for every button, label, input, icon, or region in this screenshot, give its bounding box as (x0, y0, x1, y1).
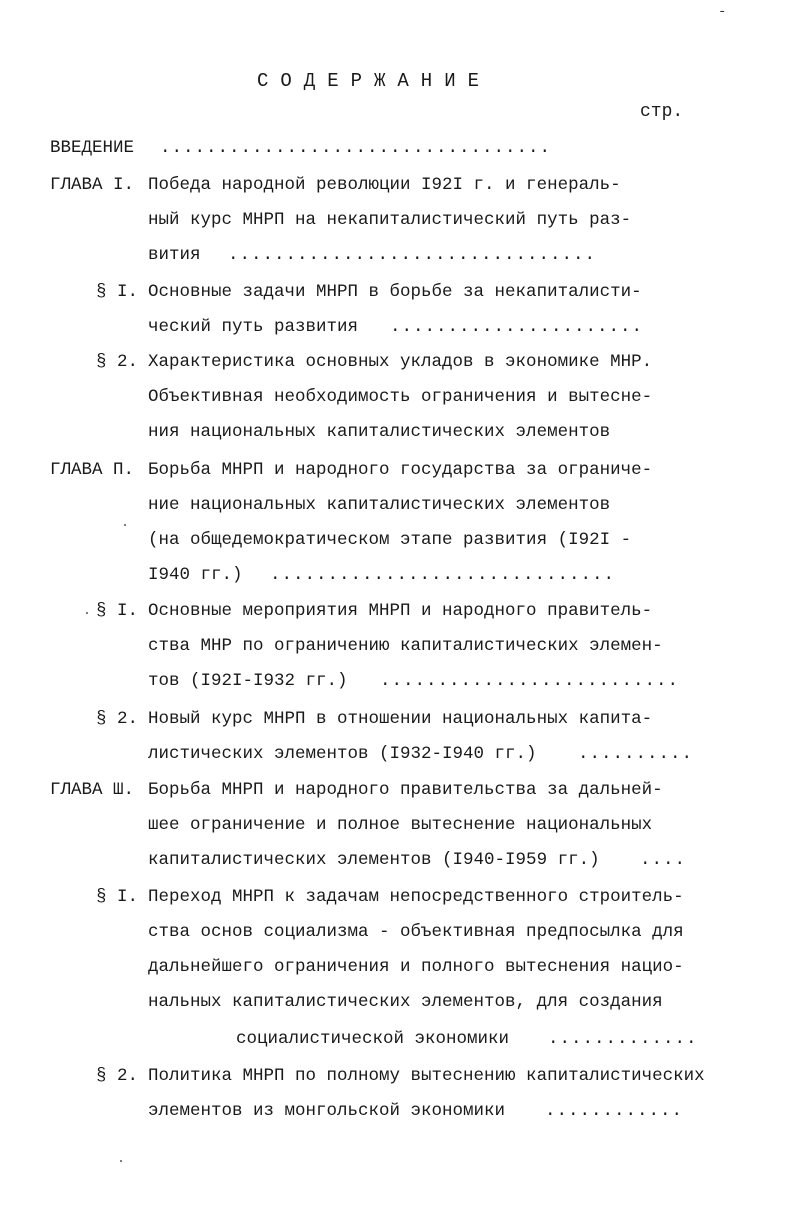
chapter-3-section-2-line: элементов из монгольской экономики (148, 1101, 506, 1121)
scan-speck (124, 524, 126, 526)
chapter-2-section-1-leader-dots: .......................... (380, 671, 680, 691)
chapter-2-line: I940 гг.) (148, 565, 243, 585)
chapter-2-line: Борьба МНРП и народного государства за ограниче- (148, 460, 653, 480)
chapter-2-label: ГЛАВА П. (50, 460, 135, 480)
chapter-2-section-2-label: § 2. (96, 709, 139, 729)
intro-label: ВВЕДЕНИЕ (50, 138, 135, 158)
chapter-1-section-2-line: Характеристика основных укладов в экономике МНР. (148, 352, 653, 372)
chapter-1-section-1-label: § I. (96, 282, 139, 302)
chapter-2-line: ние национальных капиталистических элементов (148, 495, 611, 515)
chapter-1-line: Победа народной революции I92I г. и генераль- (148, 175, 621, 195)
chapter-3-line: Борьба МНРП и народного правительства за дальней- (148, 780, 663, 800)
scan-speck (86, 612, 88, 614)
chapter-1-label: ГЛАВА I. (50, 175, 135, 195)
chapter-3-section-1-label: § I. (96, 887, 139, 907)
chapter-2-section-2-line: листических элементов (I932-I940 гг.) (148, 744, 537, 764)
chapter-2-leader-dots: .............................. (270, 565, 616, 585)
chapter-2-section-1-line: ства МНР по ограничению капиталистических элемен- (148, 636, 663, 656)
chapter-3-leader-dots: .... (640, 850, 687, 870)
chapter-1-section-2-line: Объективная необходимость ограничения и вытесне- (148, 387, 653, 407)
chapter-3-section-1-line: социалистической экономики (236, 1029, 510, 1049)
corner-mark: - (718, 4, 727, 20)
chapter-3-line: капиталистических элементов (I940-I959 гг.) (148, 850, 600, 870)
chapter-1-line: ный курс МНРП на некапиталистический путь раз- (148, 210, 632, 230)
page-column-label: стр. (640, 102, 684, 122)
chapter-3-section-1-line: ства основ социализма - объективная предпосылка для (148, 922, 684, 942)
chapter-3-section-1-line: Переход МНРП к задачам непосредственного строитель- (148, 887, 684, 907)
chapter-3-line: шее ограничение и полное вытеснение национальных (148, 815, 653, 835)
chapter-2-section-1-line: Основные мероприятия МНРП и народного правитель- (148, 601, 653, 621)
page-title: СОДЕРЖАНИЕ (256, 70, 492, 92)
chapter-2-section-2-leader-dots: .......... (578, 744, 694, 764)
chapter-2-section-1-label: § I. (96, 601, 139, 621)
chapter-1-section-2-line: ния национальных капиталистических элементов (148, 422, 611, 442)
chapter-3-section-2-label: § 2. (96, 1066, 139, 1086)
chapter-2-section-2-line: Новый курс МНРП в отношении национальных капита- (148, 709, 653, 729)
scan-speck (120, 1160, 122, 1162)
intro-leader-dots: .................................. (160, 138, 552, 158)
chapter-3-label: ГЛАВА Ш. (50, 780, 135, 800)
chapter-1-section-2-label: § 2. (96, 352, 139, 372)
chapter-3-section-1-leader-dots: ............. (548, 1029, 698, 1049)
chapter-1-section-1-leader-dots: ...................... (390, 317, 644, 337)
chapter-2-line: (на общедемократическом этапе развития (I92I - (148, 530, 632, 550)
chapter-1-section-1-line: Основные задачи МНРП в борьбе за некапиталисти- (148, 282, 642, 302)
chapter-3-section-2-leader-dots: ............ (545, 1101, 684, 1121)
chapter-1-line: вития (148, 245, 201, 265)
chapter-2-section-1-line: тов (I92I-I932 гг.) (148, 671, 348, 691)
chapter-3-section-1-line: нальных капиталистических элементов, для создания (148, 992, 663, 1012)
chapter-1-section-1-line: ческий путь развития (148, 317, 359, 337)
chapter-1-leader-dots: ................................ (228, 245, 597, 265)
chapter-3-section-1-line: дальнейшего ограничения и полного вытеснения нацио- (148, 957, 684, 977)
chapter-3-section-2-line: Политика МНРП по полному вытеснению капиталистических (148, 1066, 705, 1086)
